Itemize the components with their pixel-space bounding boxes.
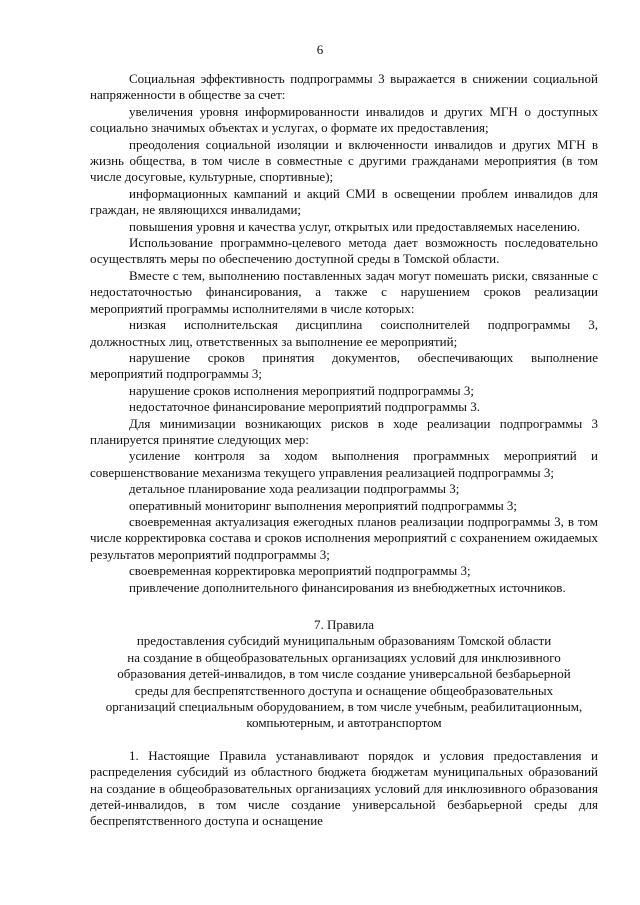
page-number: 6 <box>316 42 324 57</box>
paragraph: усиление контроля за ходом выполнения программных мероприятий и совершенствование механизма текущего управления реализацией подпрограммы 3; <box>90 448 598 480</box>
paragraph: информационных кампаний и акций СМИ в освещении проблем инвалидов для граждан, не являющихся инвалидами; <box>90 185 598 218</box>
paragraph: своевременная актуализация ежегодных планов реализации подпрограммы 3, в том числе корректировка состава и сроков исполнения мероприятий с сохранением ожидаемых результатов мероприятий подпрограммы 3; <box>90 513 598 562</box>
paragraph: недостаточное финансирование мероприятий подпрограммы 3. <box>129 399 481 415</box>
paragraph: Использование программно-целевого метода дает возможность последовательно осуществлять меры по обеспечению доступной среды в Томской области. <box>90 235 598 267</box>
paragraph: 1. Настоящие Правила устанавливают порядок и условия предоставления и распределения субсидий из областного бюджета бюджетам муниципальных образований на создание в общеобразовательных организациях условий для инклюзивного образования детей-инвалидов, в том числе создание универсальной безбарьерной среды для беспрепятственного доступа и оснащение <box>90 747 598 829</box>
paragraph: оперативный мониторинг выполнения мероприятий подпрограммы 3; <box>129 497 518 513</box>
paragraph: низкая исполнительская дисциплина соисполнителей подпрограммы 3, должностных лиц, ответственных за выполнение ее мероприятий; <box>90 317 598 349</box>
section-heading: 7. Правила <box>313 617 374 632</box>
paragraph: Для минимизации возникающих рисков в ходе реализации подпрограммы 3 планируется принятие следующих мер: <box>90 415 598 447</box>
paragraph: преодоления социальной изоляции и включенности инвалидов и других МГН в жизнь общества, в том числе в совместные с другими гражданами мероприятия (в том числе досуговые, культурные, спортивные); <box>90 136 598 185</box>
section-title: предоставления субсидий муниципальным образованиям Томской области на создание в общеобразовательных организациях условий для инклюзивного образования детей-инвалидов, в том числе создание универсальной безбарьерной среды для беспрепятственного доступа и оснащение общеобразовательных организаций специальным оборудованием, в том числе учебным, реабилитационным, компьютерным, и автотранспортом <box>105 633 583 731</box>
section-7 <box>90 617 598 830</box>
paragraph: нарушение сроков принятия документов, обеспечивающих выполнение мероприятий подпрограммы 3; <box>90 349 598 382</box>
paragraph: Социальная эффективность подпрограммы 3 выражается в снижении социальной напряженности в обществе за счет: <box>90 71 598 103</box>
paragraph: своевременная корректировка мероприятий подпрограммы 3; <box>129 563 471 579</box>
paragraph: увеличения уровня информированности инвалидов и других МГН о доступных социально значимых объектах и услугах, о формате их предоставления; <box>90 103 598 136</box>
paragraph: Вместе с тем, выполнению поставленных задач могут помешать риски, связанные с недостаточностью финансирования, а также с нарушением сроков реализации мероприятий программы исполнителями в числе которых: <box>90 267 598 316</box>
paragraph: повышения уровня и качества услуг, открытых или предоставляемых населению. <box>129 218 581 234</box>
paragraph: нарушение сроков исполнения мероприятий подпрограммы 3; <box>129 382 474 398</box>
paragraph: детальное планирование хода реализации подпрограммы 3; <box>129 481 460 497</box>
section-body <box>90 748 598 830</box>
paragraph: привлечение дополнительного финансирования из внебюджетных источников. <box>129 579 566 595</box>
body-text <box>90 71 598 596</box>
